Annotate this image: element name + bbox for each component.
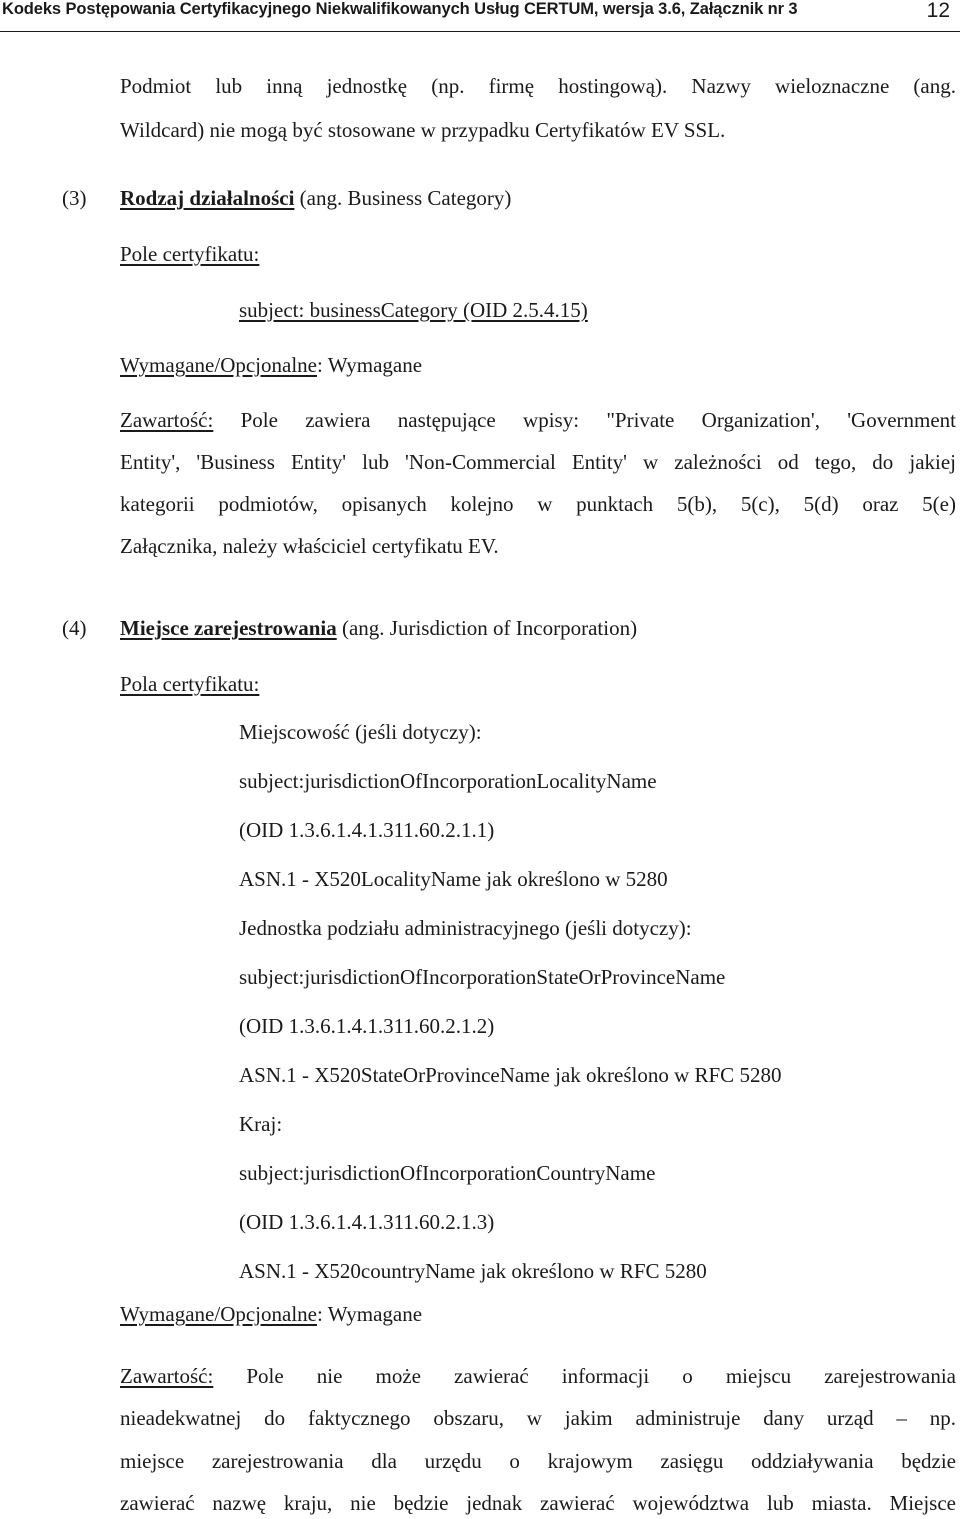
section-3-required-line	[120, 352, 422, 378]
section-3-number: (3)	[62, 186, 87, 210]
section-4-content-label: Zawartość:	[120, 1364, 214, 1388]
section-4-content-text-1: Pole nie może zawierać informacji o miejscu zarejestrowania	[213, 1364, 956, 1388]
section-3-content-line-1	[120, 407, 956, 433]
section-4-required-label: Wymagane/Opcjonalne	[120, 1302, 317, 1326]
state-subject: subject:jurisdictionOfIncorporationStateOrProvinceName	[239, 965, 726, 989]
locality-oid: (OID 1.3.6.1.4.1.311.60.2.1.1)	[239, 818, 495, 842]
section-4-content-line-3: miejsce zarejestrowania dla urzędu o krajowym zasięgu oddziaływania będzie	[120, 1449, 956, 1473]
section-4-heading-line	[120, 615, 637, 641]
section-4-number: (4)	[62, 616, 87, 640]
section-4-heading: Miejsce zarejestrowania	[120, 616, 337, 640]
country-asn: ASN.1 - X520countryName jak określono w RFC 5280	[239, 1259, 707, 1283]
section-4-fields-label: Pola certyfikatu:	[120, 672, 260, 696]
section-3-heading: Rodzaj działalności	[120, 186, 295, 210]
intro-line-2: Wildcard) nie mogą być stosowane w przypadku Certyfikatów EV SSL.	[120, 118, 726, 142]
section-4-required-value: : Wymagane	[317, 1302, 423, 1326]
state-oid: (OID 1.3.6.1.4.1.311.60.2.1.2)	[239, 1014, 495, 1038]
section-3-field-value: subject: businessCategory (OID 2.5.4.15)	[239, 298, 588, 322]
locality-asn: ASN.1 - X520LocalityName jak określono w 5280	[239, 867, 668, 891]
header-divider	[0, 31, 960, 32]
section-4-content-line-1	[120, 1363, 956, 1389]
intro-line-1: Podmiot lub inną jednostkę (np. firmę hostingową). Nazwy wieloznaczne (ang.	[120, 74, 956, 98]
document-title: Kodeks Postępowania Certyfikacyjnego Niekwalifikowanych Usług CERTUM, wersja 3.6, Załącznik nr 3	[2, 0, 798, 18]
locality-subject: subject:jurisdictionOfIncorporationLocalityName	[239, 769, 657, 793]
locality-label: Miejscowość (jeśli dotyczy):	[239, 720, 482, 744]
section-3-content-line-2: Entity', 'Business Entity' lub 'Non-Commercial Entity' w zależności od tego, do jakiej	[120, 450, 956, 474]
page-header	[0, 0, 960, 38]
section-3-content-label: Zawartość:	[120, 408, 214, 432]
section-3-required-label: Wymagane/Opcjonalne	[120, 353, 317, 377]
section-4-content-line-4: zawierać nazwę kraju, nie będzie jednak zawierać województwa lub miasta. Miejsce	[120, 1491, 956, 1515]
section-3-heading-line	[120, 185, 511, 211]
country-oid: (OID 1.3.6.1.4.1.311.60.2.1.3)	[239, 1210, 495, 1234]
section-4-heading-suffix: (ang. Jurisdiction of Incorporation)	[336, 616, 638, 640]
section-3-content-line-4: Załącznika, należy właściciel certyfikatu EV.	[120, 534, 499, 558]
state-asn: ASN.1 - X520StateOrProvinceName jak określono w RFC 5280	[239, 1063, 782, 1087]
section-3-required-value: : Wymagane	[317, 353, 423, 377]
section-3-content-text-1: Pole zawiera następujące wpisy: "Private Organization', 'Government	[213, 408, 956, 432]
section-3-field-label: Pole certyfikatu:	[120, 242, 260, 266]
page-number: 12	[926, 0, 950, 22]
section-3-heading-suffix: (ang. Business Category)	[294, 186, 512, 210]
section-4-required-line	[120, 1301, 422, 1327]
section-3-content-line-3: kategorii podmiotów, opisanych kolejno w punktach 5(b), 5(c), 5(d) oraz 5(e)	[120, 492, 956, 516]
section-4-content-line-2: nieadekwatnej do faktycznego obszaru, w jakim administruje dany urząd – np.	[120, 1406, 956, 1430]
country-label: Kraj:	[239, 1112, 283, 1136]
country-subject: subject:jurisdictionOfIncorporationCountryName	[239, 1161, 656, 1185]
state-label: Jednostka podziału administracyjnego (jeśli dotyczy):	[239, 916, 692, 940]
